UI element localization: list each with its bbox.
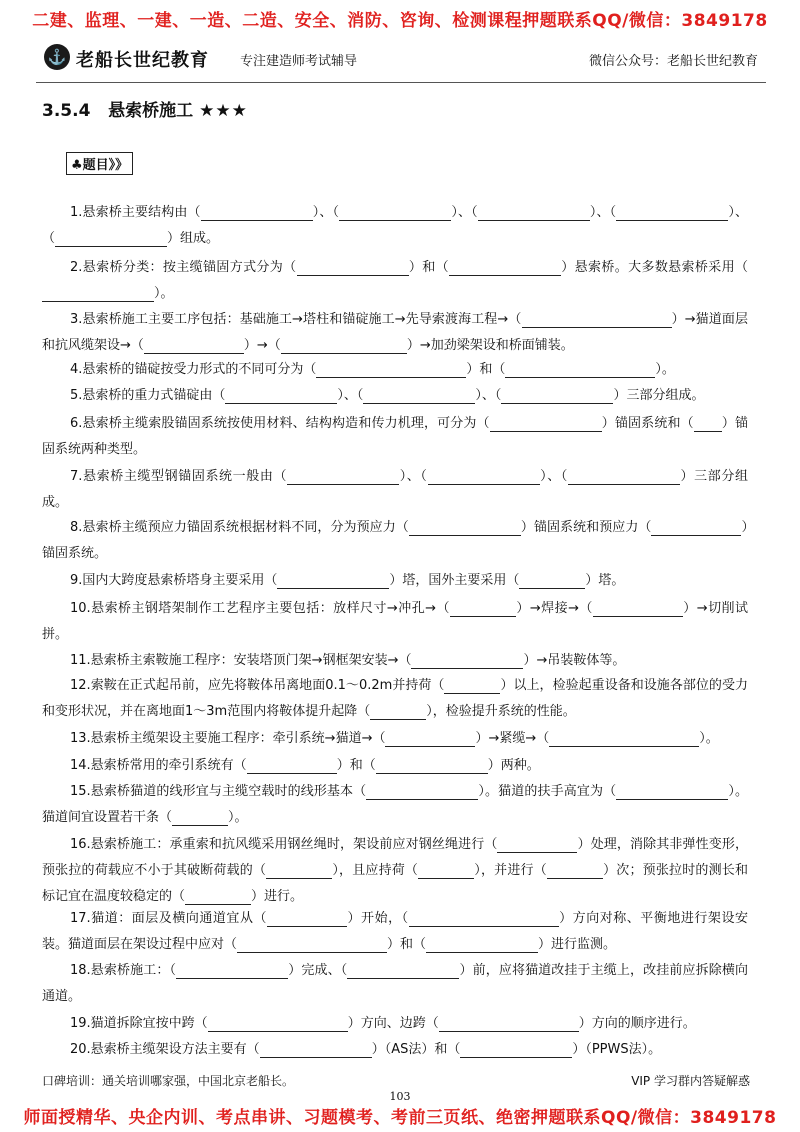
answer-blank <box>418 862 474 879</box>
header-wechat: 微信公众号：老船长世纪教育 <box>588 54 758 69</box>
answer-blank <box>385 730 475 747</box>
question-text: ）→吊装鞍体等。 <box>523 653 626 668</box>
answer-blank <box>339 204 451 221</box>
answer-blank <box>366 783 478 800</box>
question-text: ）、（ <box>399 469 428 484</box>
top-ad-banner: 二建、监理、一建、一造、二造、安全、消防、咨询、检测课程押题联系QQ/微信：3849178 <box>32 11 768 31</box>
answer-blank <box>267 910 347 927</box>
answer-blank <box>428 468 540 485</box>
section-number: 3.5.4 <box>42 101 91 121</box>
question-text: 7.悬索桥主缆型钢锚固系统一般由（ <box>70 469 288 484</box>
answer-blank <box>363 387 475 404</box>
question-text: ）、（ <box>589 205 617 220</box>
answer-blank <box>409 910 559 927</box>
question-text: 20.悬索桥主缆架设方法主要有（ <box>70 1042 260 1057</box>
question-text: ）、（ <box>451 205 478 220</box>
question-text: ）、（ <box>312 205 340 220</box>
question-text: ），并进行（ <box>474 863 547 878</box>
question-text: ）。 <box>228 810 248 825</box>
answer-blank <box>55 230 167 247</box>
question-tag: ♣题目》》 <box>66 152 133 175</box>
question-text: 11.悬索桥主索鞍施工程序：安装塔顶门架→钢框架安装→（ <box>70 653 412 668</box>
answer-blank <box>225 387 337 404</box>
page-header <box>36 40 766 80</box>
question-item <box>42 200 748 252</box>
bottom-ad-banner: 师面授精华、央企内训、考点串讲、习题模考、考前三页纸、绝密押题联系QQ/微信：3849178 <box>23 1108 777 1128</box>
question-text: ）悬索桥。大多数悬索桥采用（ <box>560 260 748 275</box>
question-item <box>42 726 748 752</box>
answer-blank <box>409 519 521 536</box>
question-text: ）以上，检验起重设备和设施各部位的受力和变形状况，并在离地面1～3m范围内将鞍体提升起降（ <box>42 678 748 719</box>
question-text: ）→紧缆→（ <box>475 731 550 746</box>
question-item <box>42 958 748 1010</box>
question-item <box>42 596 748 648</box>
answer-blank <box>478 204 590 221</box>
question-text: 6.悬索桥主缆索股锚固系统按使用材料、结构构造和传力机理，可分为（ <box>70 416 490 431</box>
answer-blank <box>277 572 389 589</box>
question-text: ）和（ <box>408 260 449 275</box>
question-item <box>42 1011 748 1037</box>
answer-blank <box>519 572 585 589</box>
question-text: ）三部分组成。 <box>613 388 705 403</box>
answer-blank <box>281 337 407 354</box>
answer-blank <box>347 962 459 979</box>
question-text: ）→焊接→（ <box>515 601 593 616</box>
answer-blank <box>616 204 728 221</box>
question-text: ）组成。 <box>167 231 220 246</box>
question-text: ）、（ <box>337 388 364 403</box>
question-text: ）和（ <box>387 937 427 952</box>
answer-blank <box>549 730 699 747</box>
answer-blank <box>208 1015 348 1032</box>
question-item <box>42 779 748 831</box>
question-text: ）（PPWS法）。 <box>572 1042 662 1057</box>
question-text: ）进行监测。 <box>538 937 617 952</box>
answer-blank <box>497 836 577 853</box>
question-item <box>42 411 748 463</box>
question-text: 12.索鞍在正式起吊前，应先将鞍体吊离地面0.1～0.2m并持荷（ <box>70 678 445 693</box>
question-text: ）处理，消除其非弹性变形，预张拉的荷载应不小于其破断荷载的（ <box>42 837 748 878</box>
question-item <box>42 464 748 516</box>
footer-right-text: VIP 学习群内答疑解惑 <box>631 1074 750 1088</box>
question-item <box>42 753 748 779</box>
answer-blank <box>444 677 500 694</box>
answer-blank <box>144 337 244 354</box>
answer-blank <box>42 285 154 302</box>
header-slogan: 专注建造师考试辅导 <box>240 54 358 69</box>
question-text: ）方向、边跨（ <box>347 1016 439 1031</box>
question-text: ）→猫道面层和抗风缆架设→（ <box>42 312 748 353</box>
question-text: ）方向的顺序进行。 <box>578 1016 696 1031</box>
answer-blank <box>694 415 722 432</box>
question-text: ）和（ <box>336 758 376 773</box>
question-item <box>42 648 748 674</box>
answer-blank <box>547 862 603 879</box>
answer-blank <box>449 259 561 276</box>
question-item <box>42 568 748 594</box>
answer-blank <box>616 783 728 800</box>
footer-left-text: 口碑培训：通关培训哪家强，中国北京老船长。 <box>42 1074 295 1088</box>
question-text: 18.悬索桥施工：（ <box>70 963 177 978</box>
answer-blank <box>593 600 683 617</box>
question-text: ）→（ <box>243 338 281 353</box>
question-item <box>42 906 748 958</box>
question-item <box>42 515 748 567</box>
answer-blank <box>237 936 387 953</box>
question-text: ）→切削试拼。 <box>42 601 748 642</box>
question-text: ）。猫道间宜设置若干条（ <box>42 784 748 825</box>
question-text: 16.悬索桥施工：承重索和抗风缆采用钢丝绳时，架设前应对钢丝绳进行（ <box>70 837 498 852</box>
question-text: ）。 <box>699 731 719 746</box>
question-text: ），检验提升系统的性能。 <box>426 704 576 719</box>
answer-blank <box>201 204 313 221</box>
question-text: 4.悬索桥的锚碇按受力形式的不同可分为（ <box>70 362 317 377</box>
question-text: ）、（ <box>42 205 748 246</box>
question-text: 8.悬索桥主缆预应力锚固系统根据材料不同，分为预应力（ <box>70 520 409 535</box>
brand-name: 老船长世纪教育 <box>76 50 209 71</box>
question-item <box>42 357 748 383</box>
question-text: ），且应持荷（ <box>332 863 419 878</box>
section-heading <box>42 96 248 121</box>
page-number: 103 <box>389 1090 411 1103</box>
question-item <box>42 255 748 307</box>
question-text: 3.悬索桥施工主要工序包括：基础施工→塔柱和锚碇施工→先导索渡海工程→（ <box>70 312 522 327</box>
question-text: 14.悬索桥常用的牵引系统有（ <box>70 758 247 773</box>
answer-blank <box>260 1041 372 1058</box>
question-text: 1.悬索桥主要结构由（ <box>70 205 201 220</box>
answer-blank <box>490 415 602 432</box>
question-text: 19.猫道拆除宜按中跨（ <box>70 1016 208 1031</box>
question-text: ）（AS法）和（ <box>371 1042 461 1057</box>
question-item <box>42 832 748 910</box>
question-text: ）锚固系统和（ <box>601 416 694 431</box>
question-text: ）。猫道的扶手高宜为（ <box>478 784 617 799</box>
answer-blank <box>287 468 399 485</box>
answer-blank <box>501 387 613 404</box>
answer-blank <box>426 936 538 953</box>
answer-blank <box>460 1041 572 1058</box>
ship-logo-icon: ⚓ <box>44 44 70 70</box>
answer-blank <box>439 1015 579 1032</box>
question-text: ）。 <box>655 362 675 377</box>
question-text: ）两种。 <box>487 758 540 773</box>
question-text: ）锚固系统两种类型。 <box>42 416 748 457</box>
answer-blank <box>247 757 337 774</box>
question-text: ）次；预张拉时的测长和标记宜在温度较稳定的（ <box>42 863 748 904</box>
question-text: ）塔。 <box>585 573 625 588</box>
answer-blank <box>176 962 288 979</box>
question-text: ）锚固系统。 <box>42 520 748 561</box>
answer-blank <box>297 259 409 276</box>
question-text: ）→加劲梁架设和桥面铺装。 <box>406 338 574 353</box>
question-text: ）塔，国外主要采用（ <box>389 573 520 588</box>
answer-blank <box>522 311 672 328</box>
question-text: ）三部分组成。 <box>42 469 748 510</box>
difficulty-stars: ★★★ <box>199 101 248 121</box>
answer-blank <box>450 600 516 617</box>
question-item <box>42 307 748 359</box>
question-text: 5.悬索桥的重力式锚碇由（ <box>70 388 226 403</box>
answer-blank <box>316 361 466 378</box>
question-item <box>42 383 748 409</box>
question-text: 15.悬索桥猫道的线形宜与主缆空载时的线形基本（ <box>70 784 367 799</box>
question-text: ）进行。 <box>251 889 304 904</box>
answer-blank <box>411 652 523 669</box>
question-text: ）。 <box>154 286 174 301</box>
question-text: 17.猫道：面层及横向通道宜从（ <box>70 911 267 926</box>
question-item <box>42 673 748 725</box>
answer-blank <box>651 519 741 536</box>
question-text: ）锚固系统和预应力（ <box>520 520 652 535</box>
question-text: 10.悬索桥主钢塔架制作工艺程序主要包括：放样尺寸→冲孔→（ <box>70 601 450 616</box>
question-text: 9.国内大跨度悬索桥塔身主要采用（ <box>70 573 278 588</box>
answer-blank <box>370 703 426 720</box>
question-text: ）前，应将猫道改挂于主缆上，改挂前应拆除横向通道。 <box>42 963 748 1004</box>
question-item <box>42 1037 748 1063</box>
question-text: ）、（ <box>475 388 502 403</box>
question-text: ）开始，（ <box>347 911 409 926</box>
answer-blank <box>376 757 488 774</box>
answer-blank <box>185 888 251 905</box>
question-text: 13.悬索桥主缆架设主要施工程序：牵引系统→猫道→（ <box>70 731 386 746</box>
answer-blank <box>266 862 332 879</box>
header-divider <box>36 82 766 83</box>
question-text: ）、（ <box>539 469 568 484</box>
question-text: ）方向对称、平衡地进行架设安装。猫道面层在架设过程中应对（ <box>42 911 748 952</box>
question-text: ）和（ <box>466 362 506 377</box>
section-title: 悬索桥施工 <box>108 101 194 121</box>
answer-blank <box>505 361 655 378</box>
answer-blank <box>568 468 680 485</box>
question-text: ）完成、（ <box>288 963 348 978</box>
answer-blank <box>172 809 228 826</box>
question-text: 2.悬索桥分类：按主缆锚固方式分为（ <box>70 260 297 275</box>
